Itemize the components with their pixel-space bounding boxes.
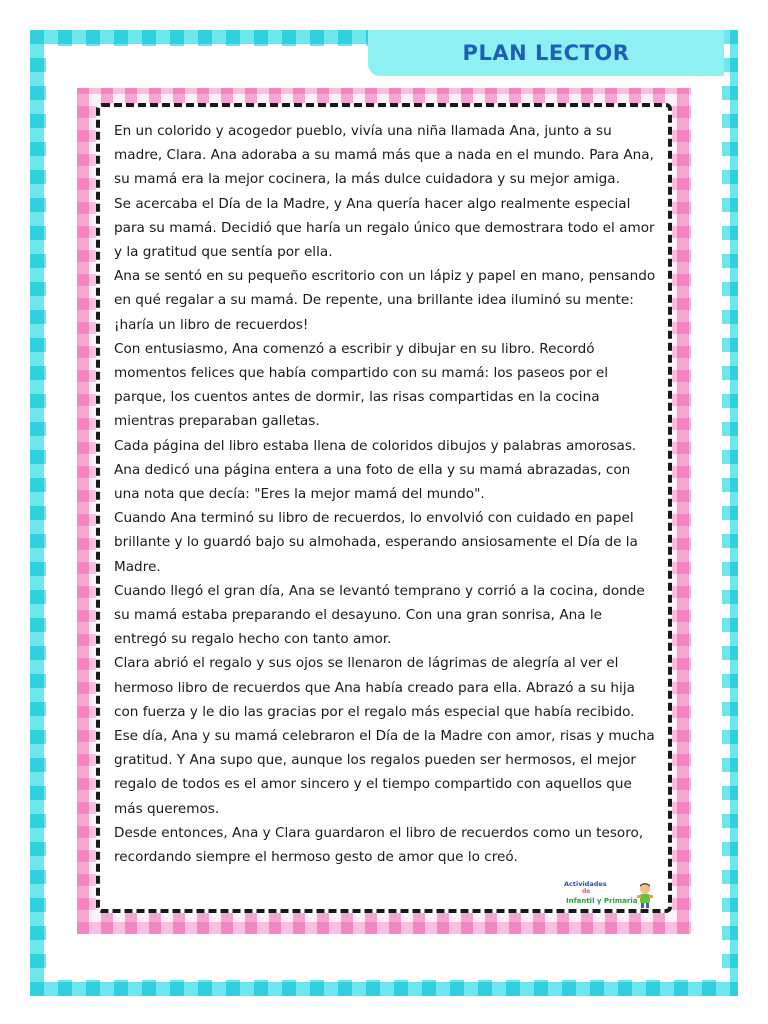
story-panel xyxy=(96,103,672,913)
story-paragraph: Con entusiasmo, Ana comenzó a escribir y dibujar en su libro. Recordó momentos felices que había compartido con su mamá: los paseos por el parque, los cuentos antes de dormir, las risas compartidas en la cocina mientras preparaban galletas. xyxy=(114,340,609,430)
publisher-logo xyxy=(560,880,658,912)
story-paragraph: Cada página del libro estaba llena de coloridos dibujos y palabras amorosas. Ana dedicó una página entera a una foto de ella y su mamá abrazadas, con una nota que decía: "Eres la mejor mamá del mundo". xyxy=(114,437,637,503)
story-text xyxy=(114,119,656,869)
story-paragraph: Se acercaba el Día de la Madre, y Ana quería hacer algo realmente especial para su mamá. Decidió que haría un regalo único que demostrara todo el amor y la gratitud que sentía por ella. xyxy=(114,195,655,261)
story-paragraph: Ana se sentó en su pequeño escritorio con un lápiz y papel en mano, pensando en qué regalar a su mamá. De repente, una brillante idea iluminó su mente: ¡haría un libro de recuerdos! xyxy=(114,268,656,333)
story-paragraph: En un colorido y acogedor pueblo, vivía una niña llamada Ana, junto a su madre, Clara. Ana adoraba a su mamá más que a nada en el mundo. Para Ana, su mamá era la mejor cocinera, la más dulce cuidadora y su mejor amiga. xyxy=(114,123,654,188)
title-banner xyxy=(368,30,724,76)
story-paragraph: Cuando llegó el gran día, Ana se levantó temprano y corrió a la cocina, donde su mamá estaba preparando el desayuno. Con una gran sonrisa, Ana le entregó su regalo hecho con tanto amor. xyxy=(114,582,645,648)
story-paragraph: Cuando Ana terminó su libro de recuerdos, lo envolvió con cuidado en papel brillante y lo guardó bajo su almohada, esperando ansiosamente el Día de la Madre. xyxy=(114,510,638,575)
child-mascot-icon xyxy=(634,882,656,908)
story-paragraph: Desde entonces, Ana y Clara guardaron el libro de recuerdos como un tesoro, recordando siempre el hermoso gesto de amor que lo creó. xyxy=(114,824,644,866)
logo-line-2: de xyxy=(582,888,591,895)
page-title: PLAN LECTOR xyxy=(462,41,630,65)
story-paragraph: Ese día, Ana y su mamá celebraron el Día de la Madre con amor, risas y mucha gratitud. Y Ana supo que, aunque los regalos pueden ser hermosos, el mejor regalo de todos es el amor sincero y el tiempo compartido con aquellos que más queremos. xyxy=(114,728,655,817)
logo-line-1: Actividades xyxy=(564,880,607,888)
logo-line-3: Infantil y Primaria xyxy=(566,897,638,905)
story-paragraph: Clara abrió el regalo y sus ojos se llenaron de lágrimas de alegría al ver el hermoso libro de recuerdos que Ana había creado para ella. Abrazó a su hija con fuerza y le dio las gracias por el regalo más especial que había recibido. xyxy=(114,655,635,720)
